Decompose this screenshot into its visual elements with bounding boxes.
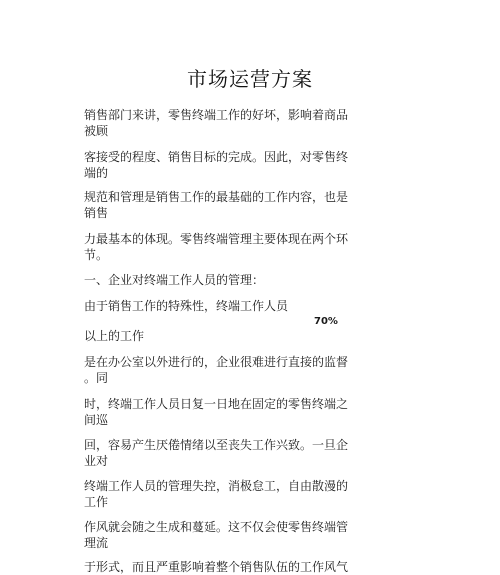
- text-line: 是在办公室以外进行的，企业很难进行直接的监督: [84, 355, 349, 369]
- text-line: 一、企业对终端工作人员的管理：: [84, 273, 265, 287]
- text-line: 端的: [84, 166, 109, 180]
- paragraph: [84, 107, 349, 139]
- text-line: 间巡: [84, 413, 109, 427]
- paragraph: [84, 354, 349, 386]
- text-line: 终端工作人员的管理失控，消极怠工，自由散漫的: [84, 479, 349, 493]
- text-line: 业对: [84, 454, 109, 468]
- paragraph: [84, 149, 349, 181]
- paragraph: [84, 189, 349, 221]
- text-line: 。同: [84, 371, 109, 385]
- paragraph: [84, 437, 349, 469]
- paragraph: [84, 396, 349, 428]
- paragraph: [84, 478, 349, 510]
- text-line: 回，容易产生厌倦情绪以至丧失工作兴致。一旦企: [84, 438, 349, 452]
- text-line: 于形式，而且严重影响着整个销售队伍的工作风气: [84, 560, 349, 574]
- paragraph: [84, 298, 346, 314]
- text-line: 理流: [84, 536, 109, 550]
- text-line: 规范和管理是销售工作的最基础的工作内容，也是: [84, 190, 349, 204]
- text-line: 力最基本的体现。零售终端管理主要体现在两个环: [84, 232, 349, 246]
- document-title: 市场运营方案: [187, 67, 313, 91]
- text-line: 以上的工作: [84, 329, 145, 343]
- paragraph: [84, 519, 349, 551]
- text-line: 被顾: [84, 124, 109, 138]
- text-line: 客接受的程度、销售目标的完成。因此，对零售终: [84, 150, 349, 164]
- paragraph: [84, 559, 349, 575]
- text-line: 销售: [84, 206, 109, 220]
- paragraph: [84, 231, 349, 263]
- percentage-value: 70%: [314, 316, 338, 327]
- text-line: 销售部门来讲，零售终端工作的好坏，影响着商品: [84, 108, 349, 122]
- text-line: 由于销售工作的特殊性，终端工作人员: [84, 299, 289, 313]
- text-line: 作风就会随之生成和蔓延。这不仅会使零售终端管: [84, 520, 349, 534]
- text-line: 节。: [84, 248, 109, 262]
- text-line: 时，终端工作人员日复一日地在固定的零售终端之: [84, 397, 349, 411]
- text-line: 工作: [84, 495, 109, 509]
- paragraph: [84, 328, 346, 344]
- section-heading: [84, 272, 346, 288]
